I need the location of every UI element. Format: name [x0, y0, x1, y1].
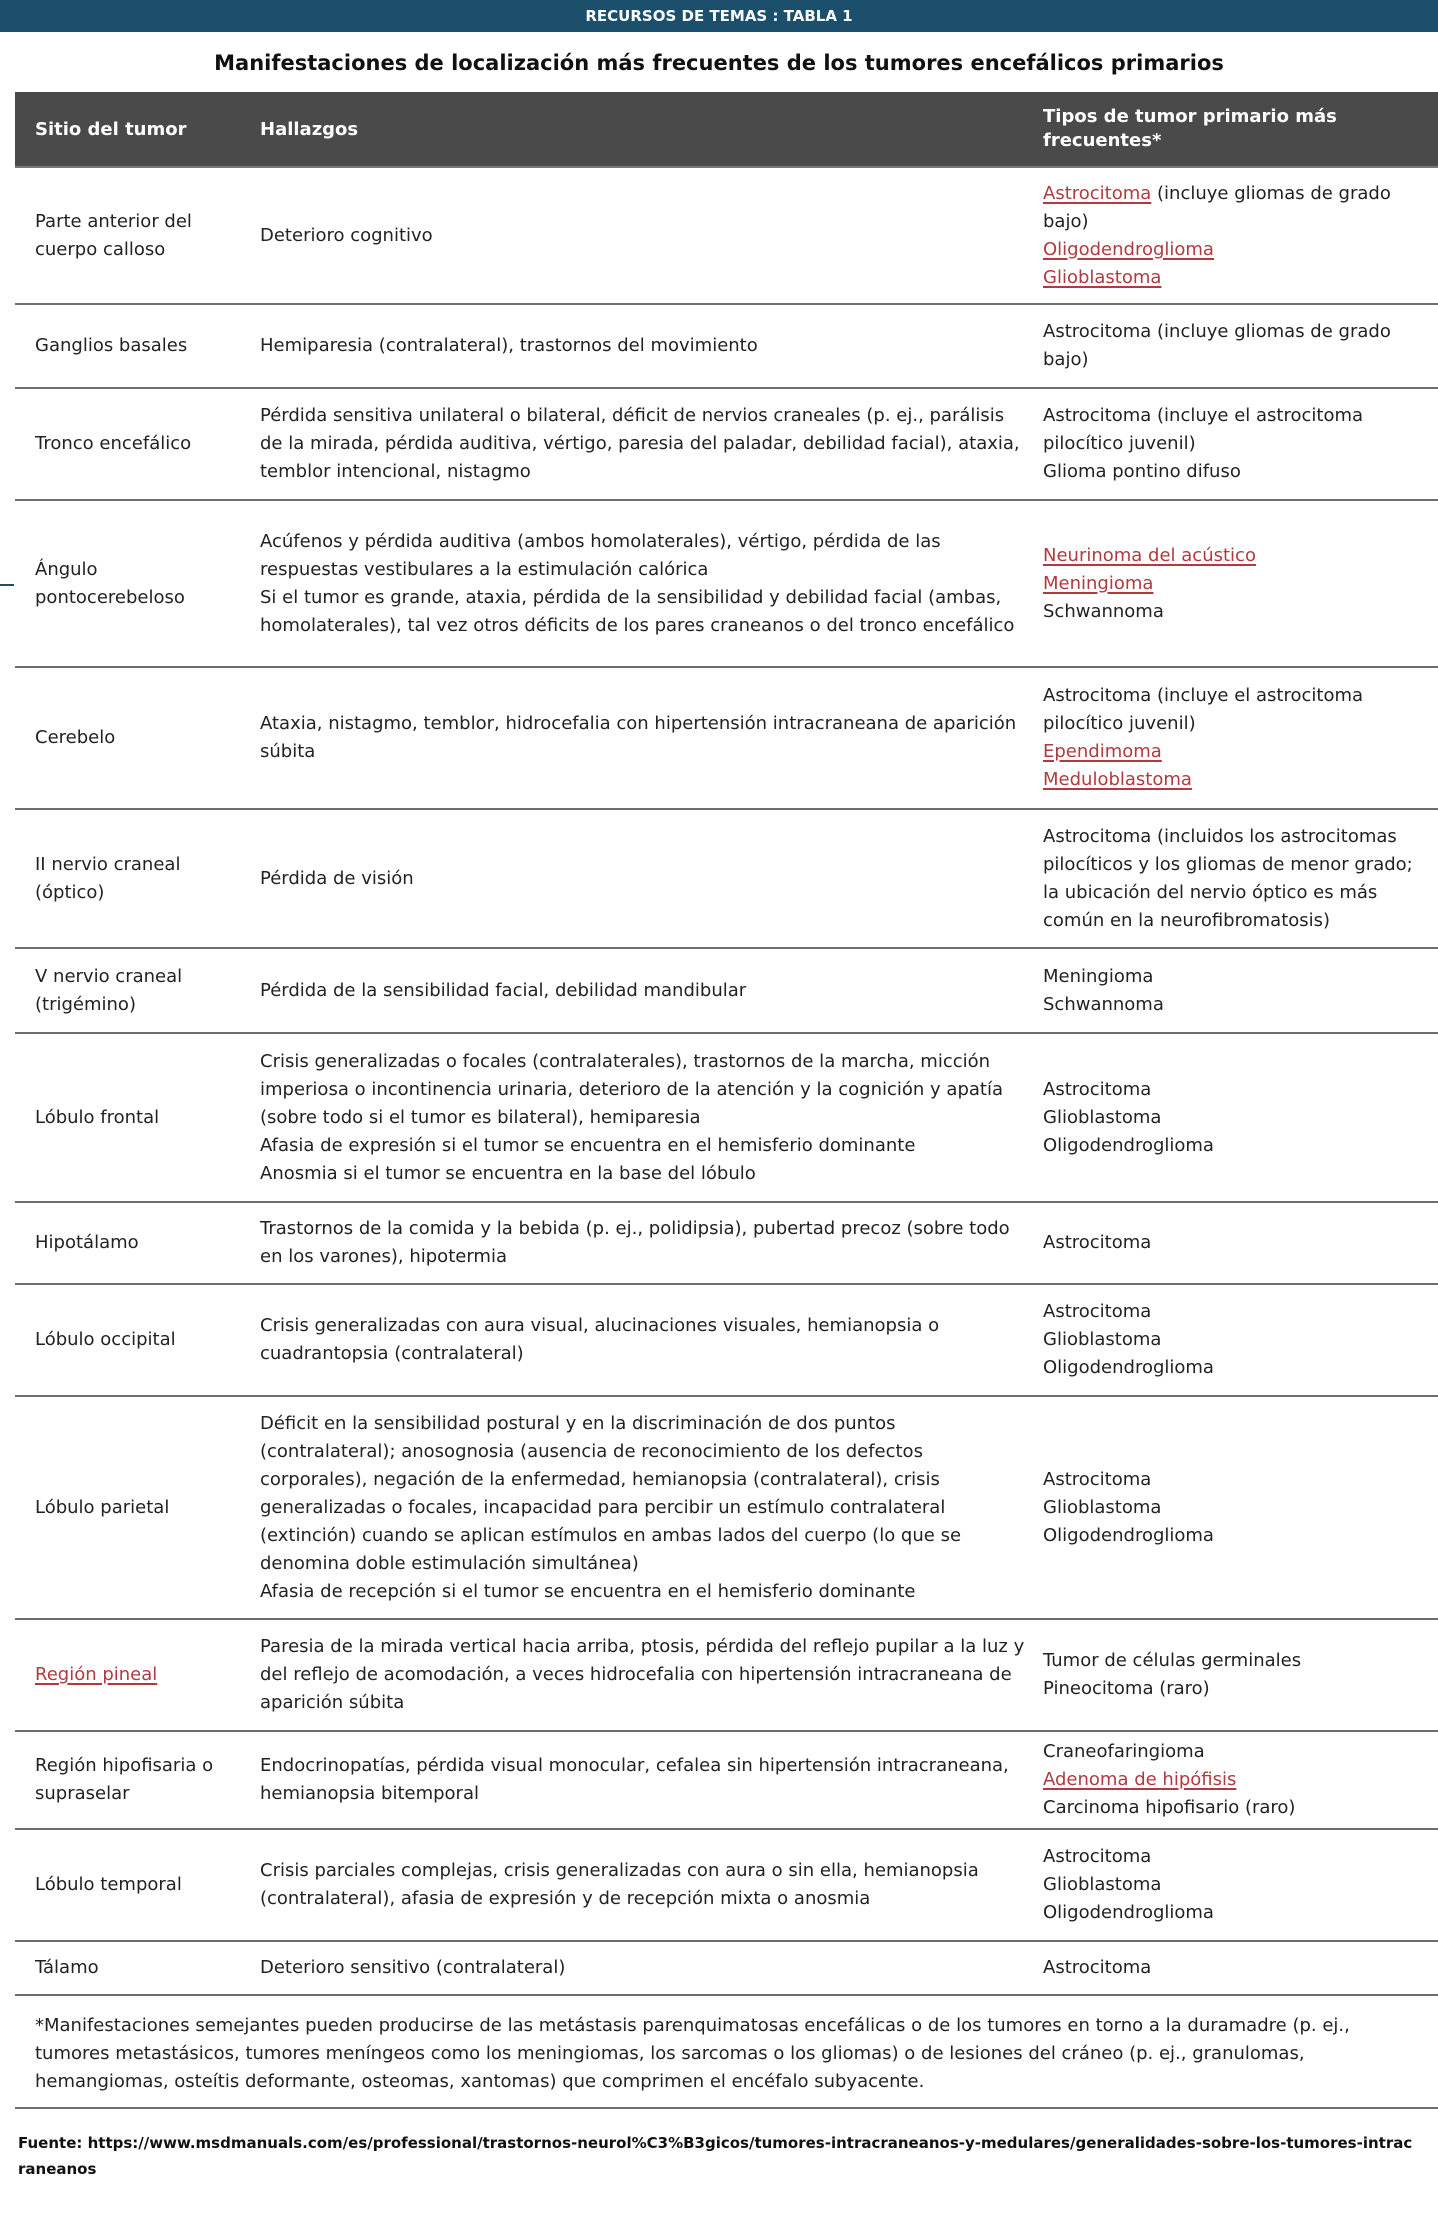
tumor-type-link[interactable]: Meduloblastoma [1043, 769, 1192, 790]
tumor-type-link[interactable]: Glioblastoma [1043, 266, 1162, 288]
tumor-type-item [1043, 236, 1433, 264]
tumor-type-text: Astrocitoma (incluye el astrocitoma pilocítico juvenil) [1043, 685, 1364, 734]
tumor-type-item [1043, 1647, 1433, 1675]
cell-tumor-types [1043, 1076, 1433, 1160]
tumor-type-item [1043, 264, 1433, 292]
tumor-localization-table [15, 92, 1438, 2109]
tumor-type-item [1043, 1466, 1433, 1494]
tumor-type-text: Glioblastoma [1043, 1106, 1162, 1128]
site-text: II nervio craneal (óptico) [35, 853, 181, 903]
tumor-type-link[interactable]: Oligodendroglioma [1043, 238, 1214, 260]
table-row [15, 949, 1438, 1034]
cell-tumor-types [1043, 180, 1433, 292]
tumor-type-item [1043, 598, 1433, 626]
tumor-type-text: Glioblastoma [1043, 1329, 1162, 1350]
tumor-type-item [1043, 1326, 1433, 1354]
site-text: Región hipofisaria o supraselar [35, 1755, 214, 1804]
cell-findings [260, 865, 1030, 893]
tumor-type-item [1043, 1132, 1433, 1160]
source-citation: Fuente: https://www.msdmanuals.com/es/professional/trastornos-neurol%C3%B3gicos/tumores-intracraneanos-y-medulares/generalidades-sobre-los-tumores-intracraneanos [18, 2134, 1413, 2178]
tumor-type-item [1043, 570, 1433, 598]
tumor-type-text: Oligodendroglioma [1043, 1902, 1214, 1923]
tumor-type-item [1043, 1738, 1433, 1766]
finding-text: Paresia de la mirada vertical hacia arriba, ptosis, pérdida del reflejo pupilar a la luz y del reflejo de acomodación, a veces hidrocefalia con hipertensión intracraneana de aparición súbita [260, 1636, 1025, 1713]
table-header [15, 92, 1438, 168]
cell-findings [260, 1857, 1030, 1913]
table-row [15, 501, 1438, 668]
cell-site [35, 1661, 235, 1689]
tumor-type-item [1043, 738, 1433, 766]
table-body [15, 168, 1438, 1996]
cell-site [35, 1104, 235, 1132]
tumor-type-item [1043, 1899, 1433, 1927]
tumor-type-item [1043, 1494, 1433, 1522]
table-row [15, 1285, 1438, 1397]
tumor-type-item [1043, 1843, 1433, 1871]
tumor-type-text: Pineocitoma (raro) [1043, 1678, 1210, 1699]
table-row [15, 1397, 1438, 1620]
finding-text: Crisis parciales complejas, crisis generalizadas con aura o sin ella, hemianopsia (contralateral), afasia de expresión y de recepción mixta o anosmia [260, 1860, 979, 1909]
cell-site [35, 208, 235, 264]
cell-tumor-types [1043, 402, 1433, 486]
cell-site [35, 724, 235, 752]
table-row [15, 1732, 1438, 1830]
finding-text: Anosmia si el tumor se encuentra en la base del lóbulo [260, 1162, 756, 1184]
cell-site [35, 1494, 235, 1522]
cell-tumor-types [1043, 1647, 1433, 1703]
column-header-findings: Hallazgos [260, 119, 359, 140]
cell-site [35, 963, 235, 1019]
tumor-type-text: Astrocitoma [1043, 1301, 1152, 1322]
site-text: Ángulo pontocerebeloso [35, 558, 185, 608]
tumor-type-text: Schwannoma [1043, 993, 1164, 1015]
finding-text: Acúfenos y pérdida auditiva (ambos homolaterales), vértigo, pérdida de las respuestas vestibulares a la estimulación calórica [260, 530, 941, 580]
cell-tumor-types [1043, 682, 1433, 794]
cell-findings [260, 1633, 1030, 1717]
table-row [15, 1620, 1438, 1732]
site-text: Lóbulo frontal [35, 1106, 160, 1128]
table-row [15, 168, 1438, 305]
footnote-text: *Manifestaciones semejantes pueden producirse de las metástasis parenquimatosas encefálicas o de los tumores en torno a la duramadre (p. ej., tumores metastásicos, tumores meníngeos como los meningiomas, los sarcomas o los gliomas) o de lesiones del cráneo (p. ej., granulomas, hemangiomas, osteítis deformante, osteomas, xantomas) que comprimen el encéfalo subyacente. [35, 2015, 1350, 2092]
cell-site [35, 1871, 235, 1899]
finding-text: Afasia de expresión si el tumor se encuentra en el hemisferio dominante [260, 1134, 916, 1156]
tumor-type-item [1043, 1954, 1433, 1982]
tumor-type-text: Astrocitoma [1043, 1846, 1152, 1867]
cell-tumor-types [1043, 1298, 1433, 1382]
site-text: Hipotálamo [35, 1232, 139, 1253]
tumor-type-item [1043, 1794, 1433, 1822]
tumor-type-text: Carcinoma hipofisario (raro) [1043, 1797, 1296, 1818]
tumor-type-link[interactable]: Adenoma de hipófisis [1043, 1769, 1237, 1790]
cell-findings [260, 1215, 1030, 1271]
table-row [15, 1830, 1438, 1942]
tumor-type-text: Oligodendroglioma [1043, 1357, 1214, 1378]
cell-findings [260, 1312, 1030, 1368]
finding-text: Si el tumor es grande, ataxia, pérdida de la sensibilidad y debilidad facial (ambas, homolaterales), tal vez otros déficits de los pares craneanos o del tronco encefálico [260, 586, 1015, 636]
table-footnote [15, 1996, 1438, 2109]
cell-site [35, 1326, 235, 1354]
finding-text: Pérdida de la sensibilidad facial, debilidad mandibular [260, 979, 747, 1001]
table-row [15, 389, 1438, 501]
site-text: Ganglios basales [35, 335, 188, 356]
tumor-type-text: Glioma pontino difuso [1043, 461, 1241, 482]
finding-text: Hemiparesia (contralateral), trastornos del movimiento [260, 335, 758, 356]
cell-site [35, 430, 235, 458]
cell-findings [260, 1752, 1030, 1808]
site-link[interactable]: Región pineal [35, 1664, 158, 1685]
site-text: Parte anterior del cuerpo calloso [35, 210, 192, 260]
tumor-type-text: Oligodendroglioma [1043, 1524, 1214, 1546]
tumor-type-text: Glioblastoma [1043, 1496, 1162, 1518]
table-row [15, 1942, 1438, 1996]
cell-findings [260, 528, 1030, 640]
tumor-type-text: Oligodendroglioma [1043, 1134, 1214, 1156]
site-text: Tálamo [35, 1957, 99, 1978]
column-header-tumor-types: Tipos de tumor primario más frecuentes* [1043, 106, 1337, 151]
tumor-type-text: Craneofaringioma [1043, 1741, 1205, 1762]
tumor-type-item [1043, 991, 1433, 1019]
finding-text: Afasia de recepción si el tumor se encuentra en el hemisferio dominante [260, 1580, 916, 1602]
tumor-type-text: Astrocitoma [1043, 1078, 1152, 1100]
tumor-type-item [1043, 823, 1433, 935]
cell-findings [260, 222, 1030, 250]
tumor-type-item [1043, 1298, 1433, 1326]
tumor-type-text: Schwannoma [1043, 600, 1164, 622]
table-row [15, 1034, 1438, 1203]
topic-resources-bar [0, 0, 1438, 32]
tumor-type-item [1043, 963, 1433, 991]
cell-findings [260, 1048, 1030, 1188]
cell-site [35, 1954, 235, 1982]
finding-text: Trastornos de la comida y la bebida (p. ej., polidipsia), pubertad precoz (sobre todo en los varones), hipotermia [260, 1218, 1010, 1267]
tumor-type-item [1043, 402, 1433, 458]
table-row [15, 1203, 1438, 1285]
table-row [15, 810, 1438, 949]
site-text: Lóbulo parietal [35, 1496, 170, 1518]
finding-text: Déficit en la sensibilidad postural y en la discriminación de dos puntos (contralateral); anosognosia (ausencia de reconocimiento de los defectos corporales), negación de la enfermedad, hemianopsia (contralateral), crisis generalizadas o focales, incapacidad para percibir un estímulo contralateral (extinción) cuando se aplican estímulos en ambas lados del cuerpo (lo que se denomina doble estimulación simultánea) [260, 1412, 962, 1574]
cell-site [35, 556, 235, 612]
finding-text: Endocrinopatías, pérdida visual monocular, cefalea sin hipertensión intracraneana, hemianopsia bitemporal [260, 1755, 1009, 1804]
row-marker-dash [0, 584, 14, 586]
tumor-type-item [1043, 682, 1433, 738]
tumor-type-note: (incluye gliomas de grado bajo) [1043, 182, 1391, 232]
site-text: Tronco encefálico [35, 433, 192, 454]
tumor-type-text: Astrocitoma (incluye gliomas de grado bajo) [1043, 321, 1391, 370]
cell-tumor-types [1043, 542, 1433, 626]
tumor-type-item [1043, 1766, 1433, 1794]
site-text: Cerebelo [35, 727, 116, 748]
site-text: Lóbulo temporal [35, 1874, 182, 1895]
tumor-type-text: Astrocitoma (incluidos los astrocitomas pilocíticos y los gliomas de menor grado; la ubicación del nervio óptico es más común en la neurofibromatosis) [1043, 825, 1413, 931]
cell-tumor-types [1043, 1738, 1433, 1822]
cell-findings [260, 402, 1030, 486]
tumor-type-item [1043, 180, 1433, 236]
tumor-type-text: Astrocitoma [1043, 1468, 1152, 1490]
tumor-type-text: Meningioma [1043, 965, 1154, 987]
cell-tumor-types [1043, 1954, 1433, 1982]
page-title: Manifestaciones de localización más frecuentes de los tumores encefálicos primarios [214, 51, 1224, 75]
cell-site [35, 851, 235, 907]
tumor-type-link[interactable]: Astrocitoma [1043, 182, 1152, 204]
tumor-type-item [1043, 318, 1433, 374]
tumor-type-item [1043, 1871, 1433, 1899]
finding-text: Ataxia, nistagmo, temblor, hidrocefalia con hipertensión intracraneana de aparición súbita [260, 713, 1017, 762]
tumor-type-text: Astrocitoma (incluye el astrocitoma pilocítico juvenil) [1043, 405, 1364, 454]
cell-tumor-types [1043, 318, 1433, 374]
tumor-type-link[interactable]: Meningioma [1043, 572, 1154, 594]
site-text: V nervio craneal (trigémino) [35, 965, 183, 1015]
tumor-type-item [1043, 1522, 1433, 1550]
finding-text: Deterioro sensitivo (contralateral) [260, 1957, 566, 1978]
table-row [15, 305, 1438, 389]
finding-text: Deterioro cognitivo [260, 224, 433, 246]
tumor-type-item [1043, 766, 1433, 794]
tumor-type-text: Astrocitoma [1043, 1957, 1152, 1978]
cell-findings [260, 1954, 1030, 1982]
cell-tumor-types [1043, 1229, 1433, 1257]
cell-findings [260, 1410, 1030, 1606]
cell-tumor-types [1043, 1466, 1433, 1550]
tumor-type-text: Tumor de células germinales [1043, 1650, 1302, 1671]
tumor-type-item [1043, 542, 1433, 570]
tumor-type-item [1043, 1675, 1433, 1703]
cell-findings [260, 332, 1030, 360]
tumor-type-item [1043, 1076, 1433, 1104]
cell-tumor-types [1043, 963, 1433, 1019]
tumor-type-item [1043, 1104, 1433, 1132]
finding-text: Crisis generalizadas con aura visual, alucinaciones visuales, hemianopsia o cuadrantopsia (contralateral) [260, 1315, 940, 1364]
cell-site [35, 1752, 235, 1808]
cell-findings [260, 977, 1030, 1005]
tumor-type-text: Glioblastoma [1043, 1874, 1162, 1895]
cell-findings [260, 710, 1030, 766]
column-header-site: Sitio del tumor [35, 119, 187, 140]
tumor-type-link[interactable]: Ependimoma [1043, 741, 1162, 762]
cell-tumor-types [1043, 823, 1433, 935]
cell-tumor-types [1043, 1843, 1433, 1927]
cell-site [35, 332, 235, 360]
table-row [15, 668, 1438, 810]
topic-resources-label: RECURSOS DE TEMAS : TABLA 1 [585, 7, 853, 25]
tumor-type-item [1043, 458, 1433, 486]
finding-text: Crisis generalizadas o focales (contralaterales), trastornos de la marcha, micción imperiosa o incontinencia urinaria, deterioro de la atención y la cognición y apatía (sobre todo si el tumor es bilateral), hemiparesia [260, 1050, 1003, 1128]
tumor-type-item [1043, 1229, 1433, 1257]
tumor-type-link[interactable]: Neurinoma del acústico [1043, 544, 1256, 566]
finding-text: Pérdida de visión [260, 867, 414, 889]
tumor-type-item [1043, 1354, 1433, 1382]
finding-text: Pérdida sensitiva unilateral o bilateral, déficit de nervios craneales (p. ej., parálisis de la mirada, pérdida auditiva, vértigo, paresia del paladar, debilidad facial), ataxia, temblor intencional, nistagmo [260, 405, 1020, 482]
cell-site [35, 1229, 235, 1257]
tumor-type-text: Astrocitoma [1043, 1232, 1152, 1253]
site-text: Lóbulo occipital [35, 1329, 176, 1350]
